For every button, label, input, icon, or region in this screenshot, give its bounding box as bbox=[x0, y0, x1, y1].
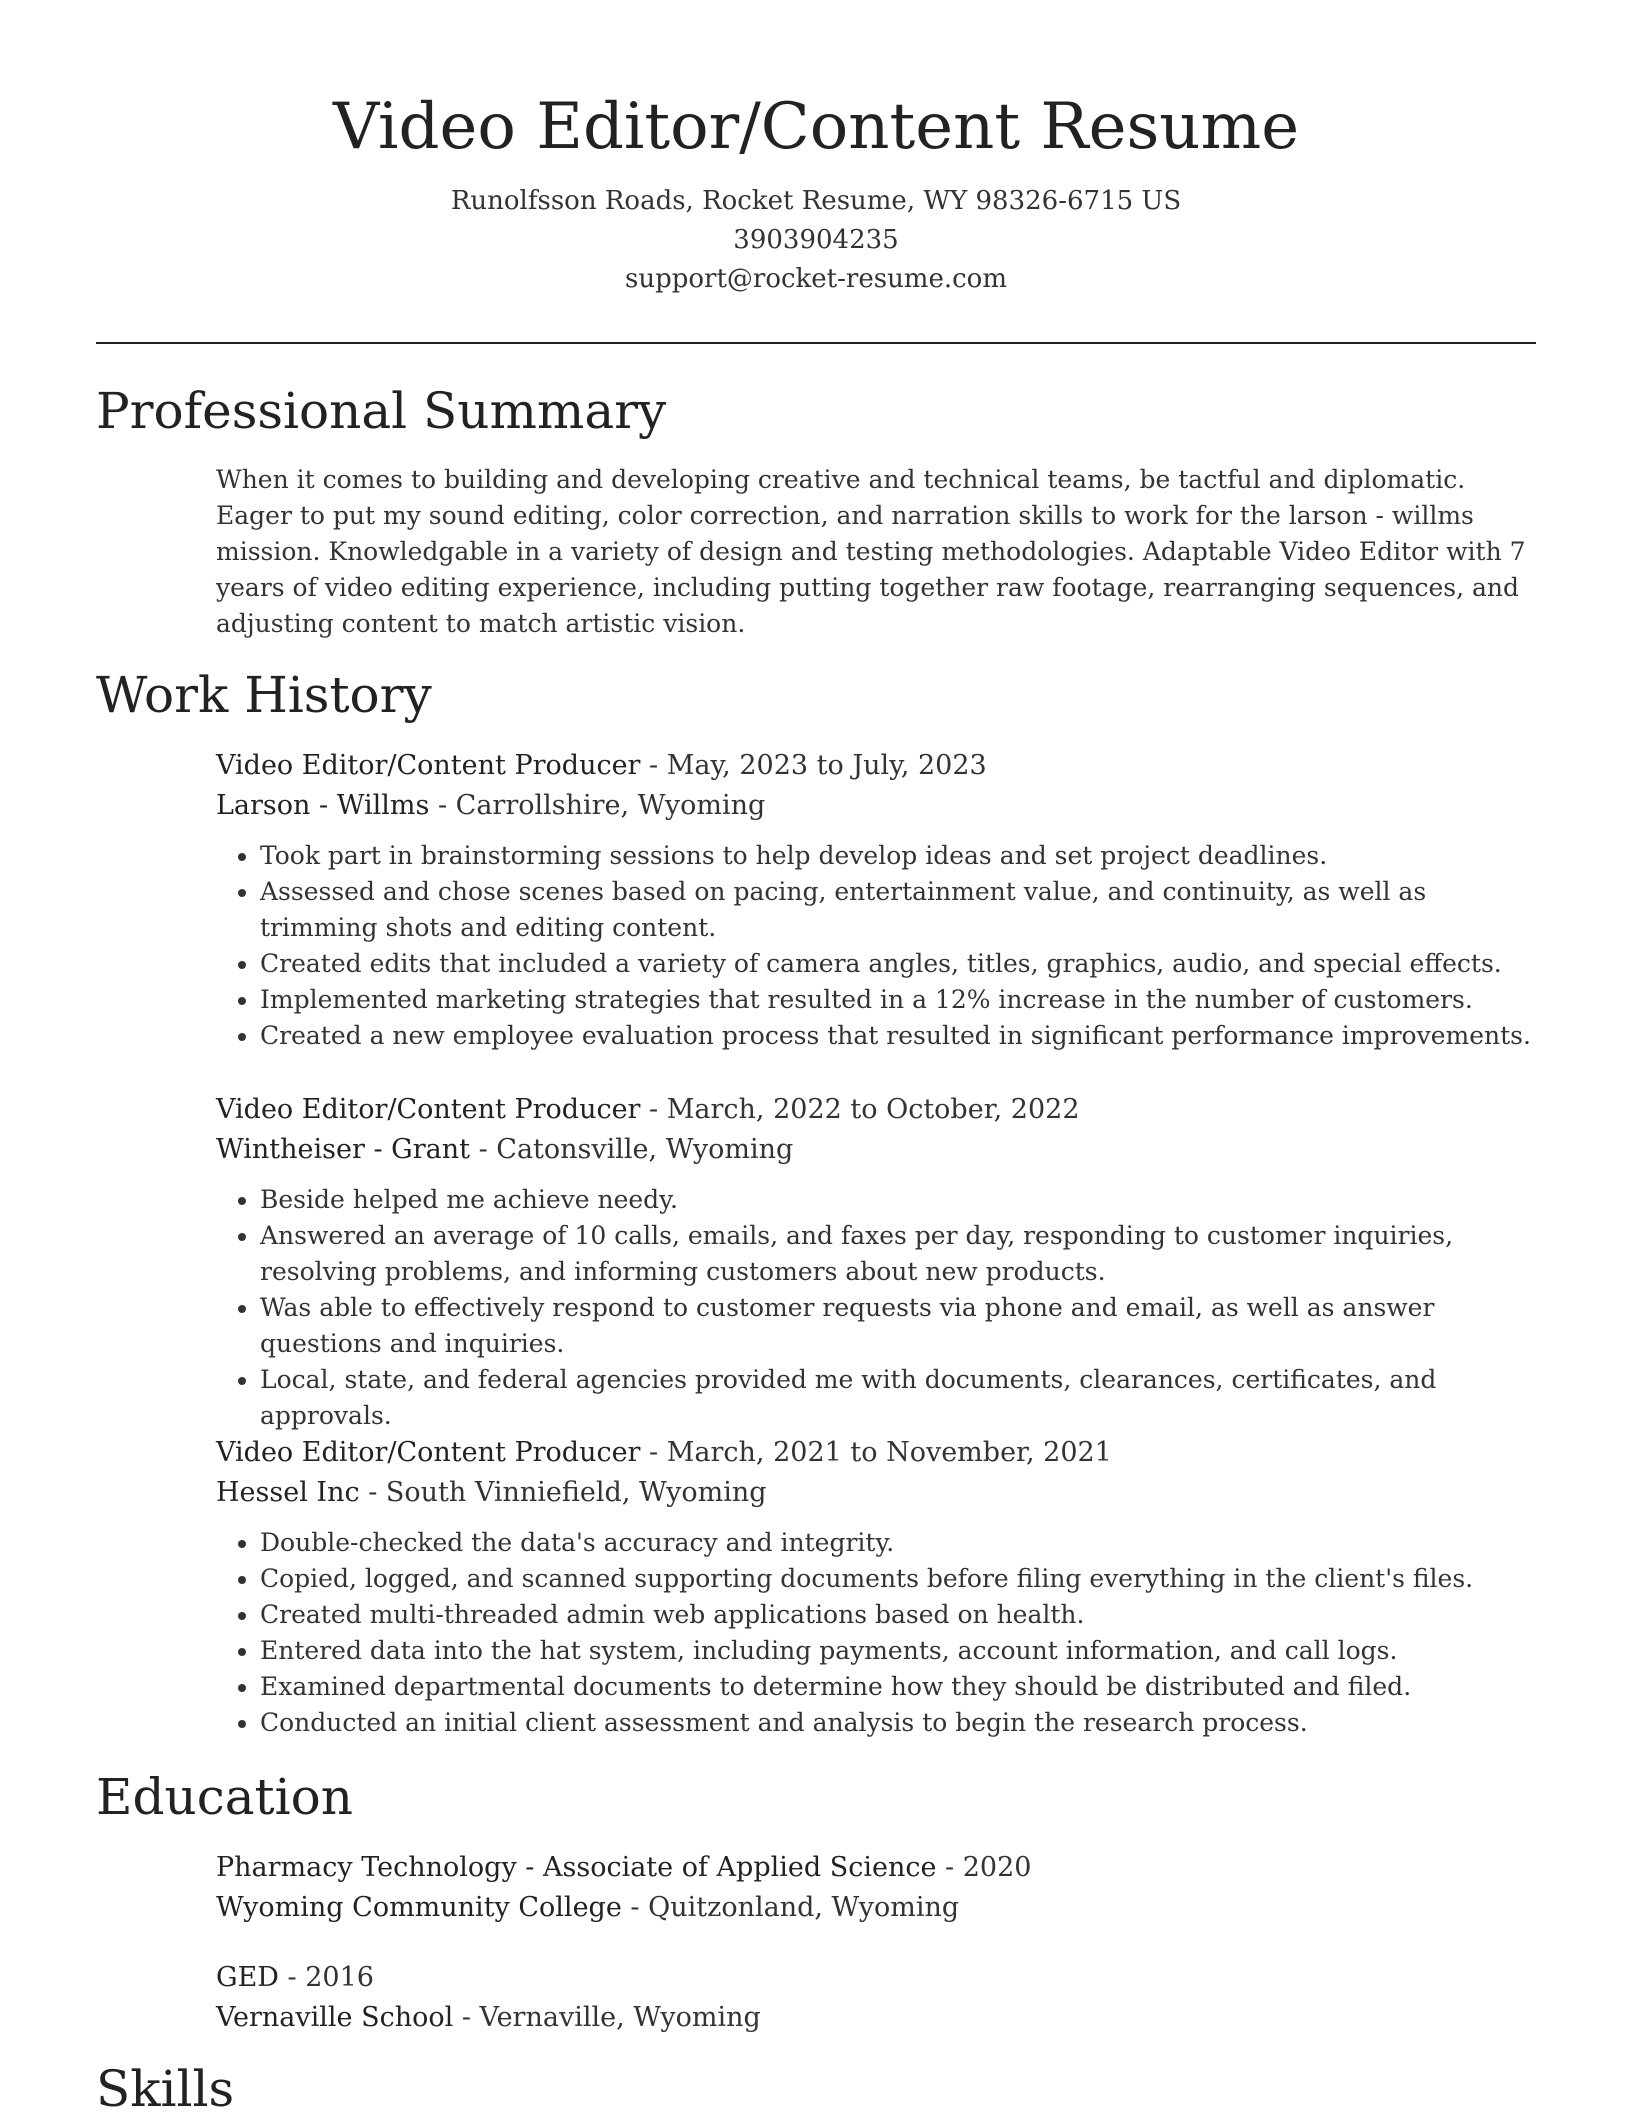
job-bullets bbox=[216, 1182, 1536, 1434]
job-bullets bbox=[216, 1525, 1536, 1741]
list-item: • Created edits that included a variety of camera angles, titles, graphics, audio, and special effects. bbox=[260, 946, 1536, 982]
job-company: Hessel Inc bbox=[216, 1477, 360, 1508]
list-item: • Copied, logged, and scanned supporting documents before filing everything in the client's files. bbox=[260, 1561, 1536, 1597]
list-item: • Beside helped me achieve needy. bbox=[260, 1182, 1536, 1218]
job-title-line bbox=[216, 1433, 1536, 1473]
job-entry bbox=[216, 1433, 1536, 1741]
degree: GED bbox=[216, 1962, 279, 1993]
job-title: Video Editor/Content Producer bbox=[216, 750, 641, 781]
summary-heading: Professional Summary bbox=[96, 382, 667, 440]
school-line bbox=[216, 1888, 1536, 1928]
job-location: - Carrollshire, Wyoming bbox=[429, 790, 766, 821]
education-entry bbox=[216, 1958, 1536, 2038]
job-company-line bbox=[216, 1473, 1536, 1513]
education-entry bbox=[216, 1848, 1536, 1928]
job-location: - Catonsville, Wyoming bbox=[470, 1134, 794, 1165]
degree: Pharmacy Technology - Associate of Applied Science bbox=[216, 1852, 937, 1883]
job-title-line bbox=[216, 746, 1536, 786]
degree-year: - 2020 bbox=[936, 1852, 1032, 1883]
contact-info bbox=[96, 182, 1536, 299]
job-bullets bbox=[216, 838, 1536, 1054]
list-item: • Double-checked the data's accuracy and integrity. bbox=[260, 1525, 1536, 1561]
job-dates: - May, 2023 to July, 2023 bbox=[640, 750, 987, 781]
work-history-heading: Work History bbox=[96, 666, 432, 724]
education-heading: Education bbox=[96, 1768, 353, 1826]
list-item: • Implemented marketing strategies that resulted in a 12% increase in the number of customers. bbox=[260, 982, 1536, 1018]
school: Wyoming Community College bbox=[216, 1892, 622, 1923]
skills-heading: Skills bbox=[96, 2060, 235, 2118]
degree-line bbox=[216, 1848, 1536, 1888]
job-dates: - March, 2022 to October, 2022 bbox=[640, 1094, 1080, 1125]
job-company-line bbox=[216, 1130, 1536, 1170]
address: Runolfsson Roads, Rocket Resume, WY 98326-6715 US bbox=[450, 186, 1182, 216]
job-dates: - March, 2021 to November, 2021 bbox=[640, 1437, 1112, 1468]
email: support@rocket-resume.com bbox=[624, 264, 1007, 294]
list-item: • Local, state, and federal agencies provided me with documents, clearances, certificates, and approvals. bbox=[260, 1362, 1536, 1434]
list-item: • Took part in brainstorming sessions to help develop ideas and set project deadlines. bbox=[260, 838, 1536, 874]
job-title: Video Editor/Content Producer bbox=[216, 1437, 641, 1468]
phone: 3903904235 bbox=[733, 225, 899, 255]
school: Vernaville School bbox=[216, 2002, 454, 2033]
school-line bbox=[216, 1998, 1536, 2038]
job-company: Wintheiser - Grant bbox=[216, 1134, 470, 1165]
job-title: Video Editor/Content Producer bbox=[216, 1094, 641, 1125]
resume-header bbox=[96, 82, 1536, 299]
job-location: - South Vinniefield, Wyoming bbox=[359, 1477, 767, 1508]
resume-title: Video Editor/Content Resume bbox=[332, 90, 1300, 164]
degree-year: - 2016 bbox=[278, 1962, 374, 1993]
list-item: • Answered an average of 10 calls, emails, and faxes per day, responding to customer inquiries, resolving problems, and informing customers about new products. bbox=[260, 1218, 1536, 1290]
school-location: - Quitzonland, Wyoming bbox=[621, 1892, 960, 1923]
job-company: Larson - Willms bbox=[216, 790, 430, 821]
summary-text: When it comes to building and developing creative and technical teams, be tactful and diplomatic. Eager to put my sound editing, color correction, and narration skills to work for the larson - willms mission. Knowledgable in a variety of design and testing methodologies. Adaptable Video Editor with 7 years of video editing experience, including putting together raw footage, rearranging sequences, and adjusting content to match artistic vision. bbox=[216, 465, 1526, 638]
job-company-line bbox=[216, 786, 1536, 826]
list-item: • Created multi-threaded admin web applications based on health. bbox=[260, 1597, 1536, 1633]
school-location: - Vernaville, Wyoming bbox=[453, 2002, 761, 2033]
list-item: • Created a new employee evaluation process that resulted in significant performance improvements. bbox=[260, 1018, 1536, 1054]
list-item: • Conducted an initial client assessment and analysis to begin the research process. bbox=[260, 1705, 1536, 1741]
list-item: • Entered data into the hat system, including payments, account information, and call logs. bbox=[260, 1633, 1536, 1669]
degree-line bbox=[216, 1958, 1536, 1998]
list-item: • Assessed and chose scenes based on pacing, entertainment value, and continuity, as well as trimming shots and editing content. bbox=[260, 874, 1536, 946]
job-entry bbox=[216, 1090, 1536, 1434]
list-item: • Was able to effectively respond to customer requests via phone and email, as well as answer questions and inquiries. bbox=[260, 1290, 1536, 1362]
job-entry bbox=[216, 746, 1536, 1054]
list-item: • Examined departmental documents to determine how they should be distributed and filed. bbox=[260, 1669, 1536, 1705]
header-divider bbox=[96, 342, 1536, 344]
job-title-line bbox=[216, 1090, 1536, 1130]
